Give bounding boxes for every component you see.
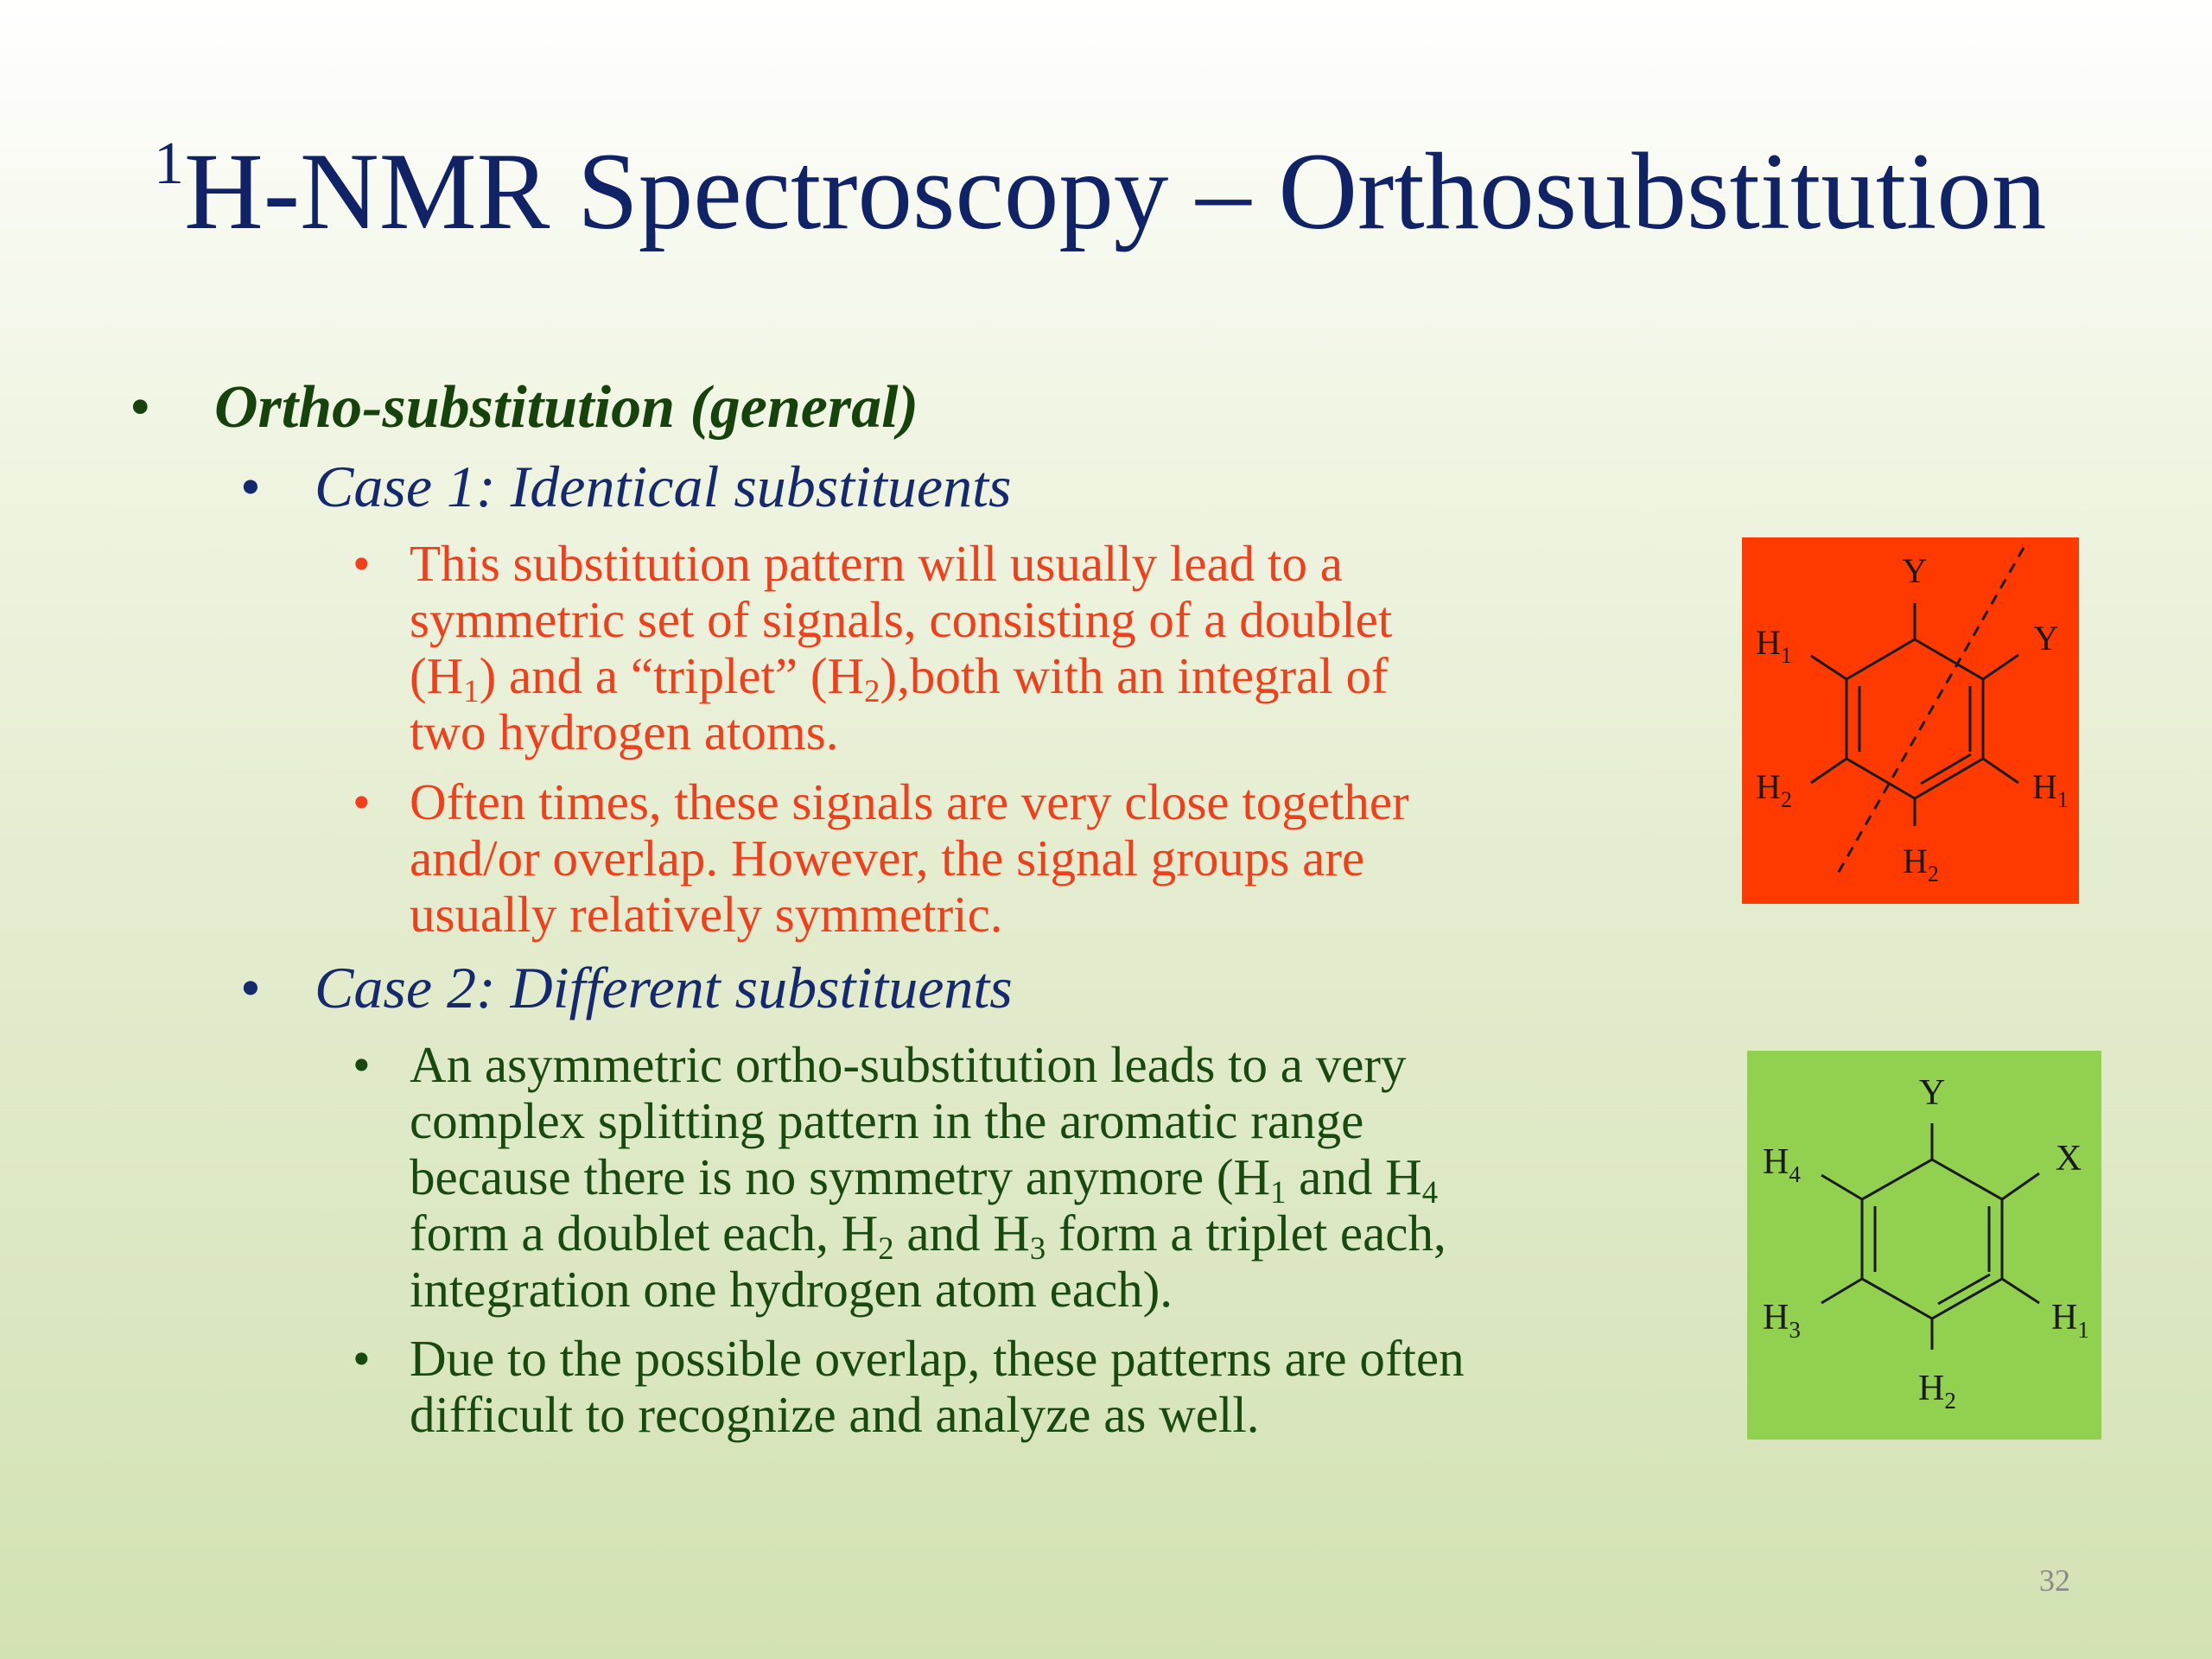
atom: H <box>2032 767 2057 806</box>
subscript: 1 <box>1270 1174 1287 1211</box>
case2-paragraph-2 <box>410 1331 1465 1443</box>
atom: H <box>2051 1298 2078 1338</box>
bullet-dot: • <box>240 955 261 1020</box>
text-run: and H <box>893 1205 1030 1262</box>
subscript: 4 <box>1789 1161 1801 1187</box>
text-run: ),both with an integral of <box>880 647 1389 704</box>
atom: H <box>1918 1369 1945 1408</box>
text-run: because there is no symmetry anymore (H <box>410 1148 1271 1205</box>
text-line: two hydrogen atoms. <box>410 703 839 760</box>
subscript: 1 <box>2056 787 2069 812</box>
text-line: usually relatively symmetric. <box>410 886 1003 943</box>
subscript: 1 <box>463 673 480 709</box>
page-number: 32 <box>2039 1563 2070 1598</box>
atom: H <box>1903 842 1928 880</box>
bullet-case1 <box>240 453 1012 521</box>
text-line: difficult to recognize and analyze as well. <box>410 1386 1260 1443</box>
atom: H <box>1756 623 1781 662</box>
subscript: 2 <box>878 1230 894 1267</box>
subscript: 2 <box>1944 1388 1956 1414</box>
text-line <box>410 1148 1446 1211</box>
bullet-dot: • <box>353 535 371 592</box>
bullet-dot: • <box>353 1036 371 1093</box>
text-run: and H <box>1286 1148 1422 1205</box>
text-line: This substitution pattern will usually lead to a <box>410 535 1343 592</box>
subscript: 1 <box>2077 1317 2089 1343</box>
text-run: form a triplet each, <box>1046 1205 1446 1262</box>
bullet-dot: • <box>353 1330 371 1387</box>
molecule-identical-diagram <box>1742 537 2079 904</box>
text-line <box>410 647 1392 709</box>
case1-paragraph-1 <box>410 536 1392 760</box>
atom: H <box>1763 1298 1789 1338</box>
text-run: (H <box>410 647 464 704</box>
slide-title <box>154 130 2046 255</box>
atom: H <box>1763 1142 1789 1182</box>
text-line: Due to the possible overlap, these patterns are often <box>410 1330 1465 1387</box>
section-heading: Ortho-substitution (general) <box>214 374 918 441</box>
bullet-dot: • <box>353 773 371 830</box>
case2-paragraph-1 <box>410 1037 1446 1318</box>
label-upper-right: Y <box>2033 619 2059 658</box>
subscript: 4 <box>1421 1174 1439 1211</box>
subscript: 2 <box>1927 861 1939 887</box>
subscript: 3 <box>1029 1230 1046 1267</box>
text-line: integration one hydrogen atom each). <box>410 1261 1173 1318</box>
title-text: H-NMR Spectroscopy – Orthosubstitution <box>184 131 2047 252</box>
case1-heading: Case 1: Identical substituents <box>315 454 1012 519</box>
label-upper-right: X <box>2055 1139 2082 1179</box>
text-line <box>410 1205 1446 1267</box>
subscript: 2 <box>1780 787 1792 812</box>
text-line: symmetric set of signals, consisting of a doublet <box>410 591 1393 648</box>
text-line: complex splitting pattern in the aromatic range <box>410 1092 1364 1149</box>
label-top: Y <box>1918 1073 1946 1113</box>
bullet-case2 <box>240 954 1013 1022</box>
case1-paragraph-2 <box>410 774 1409 943</box>
subscript: 1 <box>1780 643 1792 668</box>
title-superscript: 1 <box>154 130 184 197</box>
subscript: 3 <box>1789 1317 1801 1343</box>
text-line: Often times, these signals are very close together <box>410 773 1409 830</box>
molecule-different-diagram <box>1747 1051 2101 1440</box>
bullet-section <box>130 373 918 442</box>
case2-heading: Case 2: Different substituents <box>315 955 1013 1020</box>
text-line: An asymmetric ortho-substitution leads to a very <box>410 1036 1407 1093</box>
bullet-dot: • <box>240 454 261 519</box>
text-line: and/or overlap. However, the signal groups are <box>410 830 1365 887</box>
text-run: form a doublet each, H <box>410 1205 879 1262</box>
label-top: Y <box>1902 551 1928 590</box>
atom: H <box>1756 767 1781 806</box>
bullet-dot: • <box>130 374 151 441</box>
text-run: ) and a “triplet” (H <box>479 647 865 704</box>
subscript: 2 <box>864 673 880 709</box>
